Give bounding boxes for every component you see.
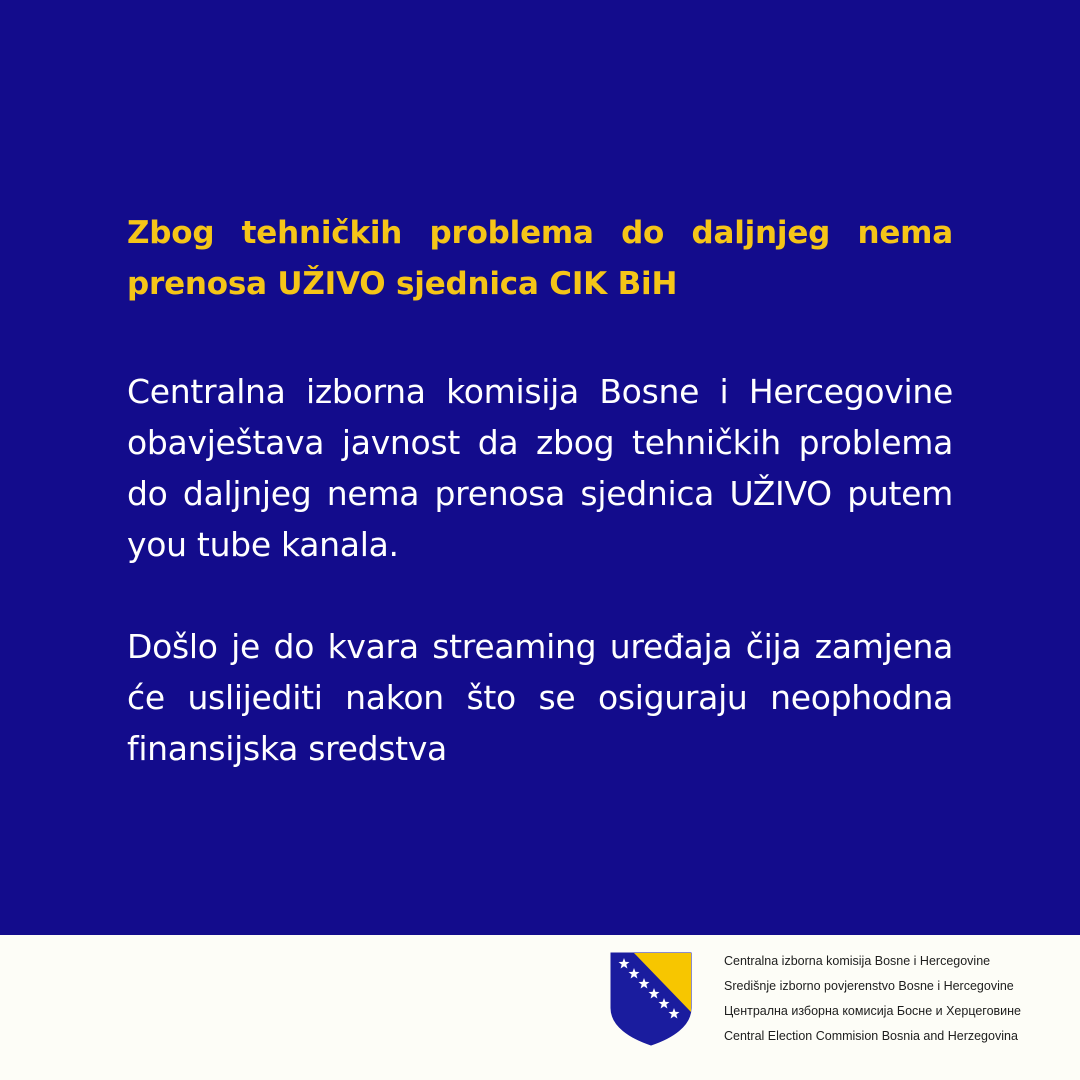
headline: Zbog tehničkih problema do daljnjeg nema prenosa UŽIVO sjednica CIK BiH bbox=[127, 215, 953, 302]
footer bbox=[0, 935, 1080, 1080]
organization-names bbox=[724, 949, 1074, 1049]
announcement-content bbox=[127, 208, 953, 774]
org-name-croatian: Središnje izborno povjerenstvo Bosne i Hercegovine bbox=[724, 979, 1014, 993]
org-name-english: Central Election Commision Bosnia and Herzegovina bbox=[724, 1029, 1018, 1043]
org-name-bosnian: Centralna izborna komisija Bosne i Hercegovine bbox=[724, 954, 991, 968]
paragraph-equipment-failure: Došlo je do kvara streaming uređaja čija zamjena će uslijediti nakon što se osiguraju neophodna finansijska sredstva bbox=[127, 627, 953, 768]
org-name-serbian: Централна изборна комисија Босне и Херцеговине bbox=[724, 1004, 1022, 1018]
paragraph-announcement: Centralna izborna komisija Bosne i Hercegovine obavještava javnost da zbog tehničkih problema do daljnjeg nema prenosa sjednica UŽIVO putem you tube kanala. bbox=[127, 372, 953, 564]
bih-coat-of-arms-icon bbox=[610, 952, 692, 1046]
